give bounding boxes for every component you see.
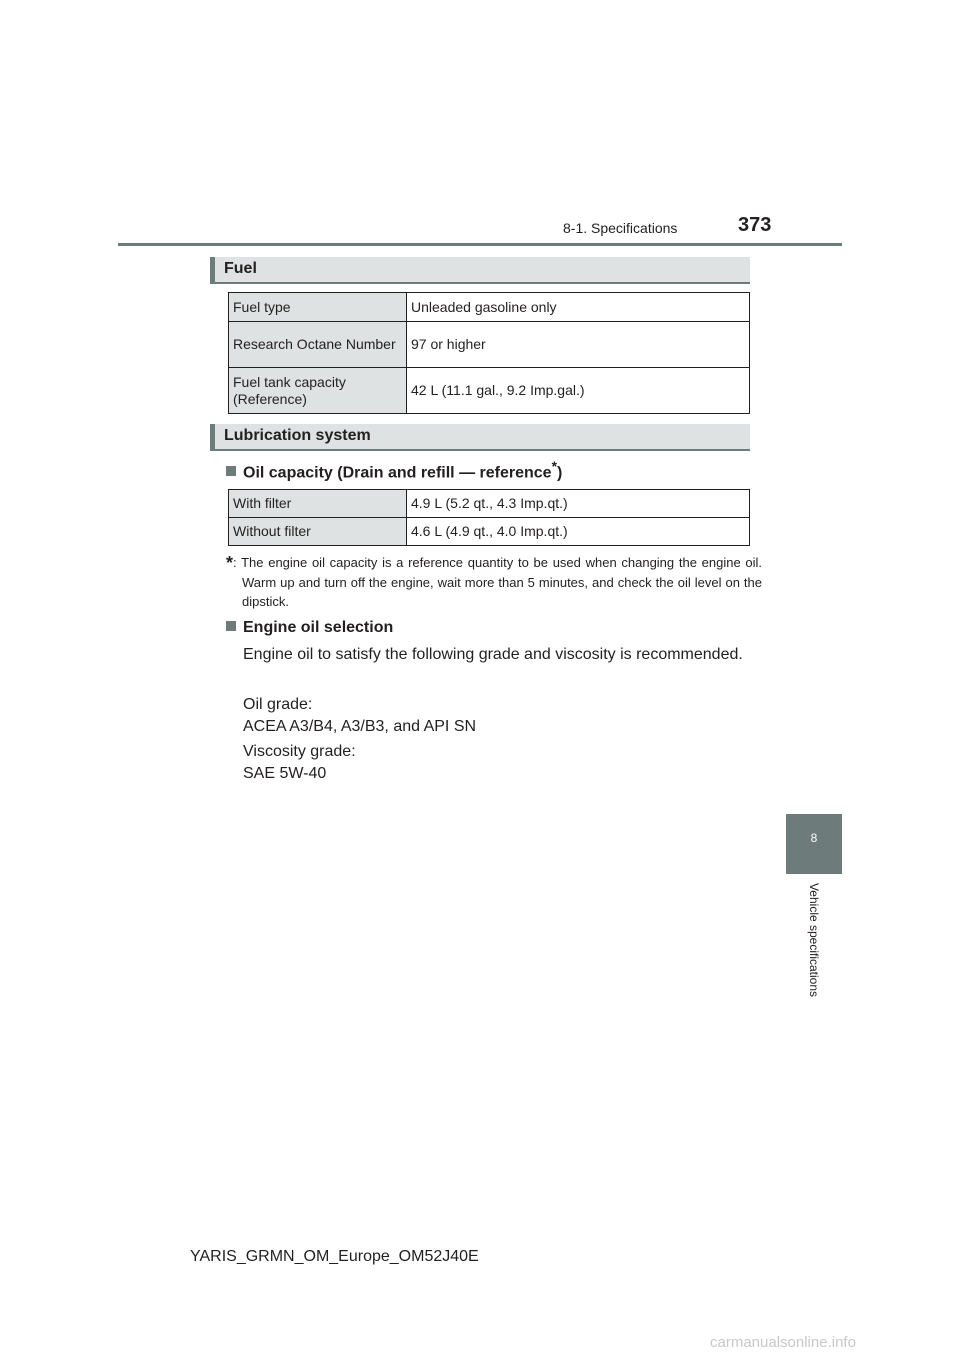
viscosity-block <box>243 741 746 785</box>
watermark: carmanualsonline.info <box>710 1334 856 1351</box>
document-id: YARIS_GRMN_OM_Europe_OM52J40E <box>190 1248 479 1265</box>
octane-label: Research Octane Number <box>229 322 407 368</box>
heading-accent-bar <box>210 257 215 282</box>
oil-capacity-subheading <box>226 458 562 482</box>
closing-paren: ) <box>557 464 563 482</box>
table-row <box>229 293 750 322</box>
table-row <box>229 322 750 368</box>
oil-capacity-title: Oil capacity (Drain and refill — reference <box>243 464 552 482</box>
square-bullet-icon <box>226 466 236 476</box>
oil-selection-title: Engine oil selection <box>243 619 394 636</box>
with-filter-label: With filter <box>229 490 407 518</box>
viscosity-value: SAE 5W-40 <box>243 765 327 782</box>
oil-selection-intro: Engine oil to satisfy the following grade and viscosity is recommended. <box>243 646 743 663</box>
oil-grade-value: ACEA A3/B4, A3/B3, and API SN <box>243 718 477 735</box>
without-filter-value: 4.6 L (4.9 qt., 4.0 Imp.qt.) <box>407 518 750 546</box>
table-row <box>229 518 750 546</box>
running-header-section: 8-1. Specifications <box>563 220 678 236</box>
without-filter-label: Without filter <box>229 518 407 546</box>
fuel-section-heading <box>210 257 750 284</box>
oil-grade-label: Oil grade: <box>243 696 313 713</box>
page-number: 373 <box>738 214 772 236</box>
footnote-text: : The engine oil capacity is a reference quantity to be used when changing the engine oil. Warm up and turn off the engine, wait more than 5 minutes, and check the oil level on the dipstick. <box>233 555 762 609</box>
fuel-heading-text: Fuel <box>224 260 257 277</box>
heading-accent-bar <box>210 424 215 449</box>
fuel-type-label: Fuel type <box>229 293 407 322</box>
square-bullet-icon <box>226 621 236 631</box>
fuel-table <box>228 292 750 414</box>
table-row <box>229 368 750 414</box>
chapter-title: Vehicle specifications <box>807 882 821 998</box>
chapter-number: 8 <box>810 831 818 845</box>
viscosity-label: Viscosity grade: <box>243 743 356 760</box>
with-filter-value: 4.9 L (5.2 qt., 4.3 Imp.qt.) <box>407 490 750 518</box>
table-row <box>229 490 750 518</box>
tank-capacity-label: Fuel tank capacity (Reference) <box>229 368 407 414</box>
asterisk-marker: * <box>551 458 558 474</box>
lubrication-section-heading <box>210 424 750 451</box>
oil-capacity-table <box>228 489 750 546</box>
oil-grade-block <box>243 694 746 738</box>
header-rule <box>118 243 842 246</box>
footnote-asterisk: * <box>226 553 234 573</box>
oil-capacity-footnote <box>226 553 762 611</box>
lubrication-heading-text: Lubrication system <box>224 427 371 444</box>
tank-capacity-value: 42 L (11.1 gal., 9.2 Imp.gal.) <box>407 368 750 414</box>
octane-value: 97 or higher <box>407 322 750 368</box>
fuel-type-value: Unleaded gasoline only <box>407 293 750 322</box>
oil-selection-subheading <box>226 619 393 637</box>
